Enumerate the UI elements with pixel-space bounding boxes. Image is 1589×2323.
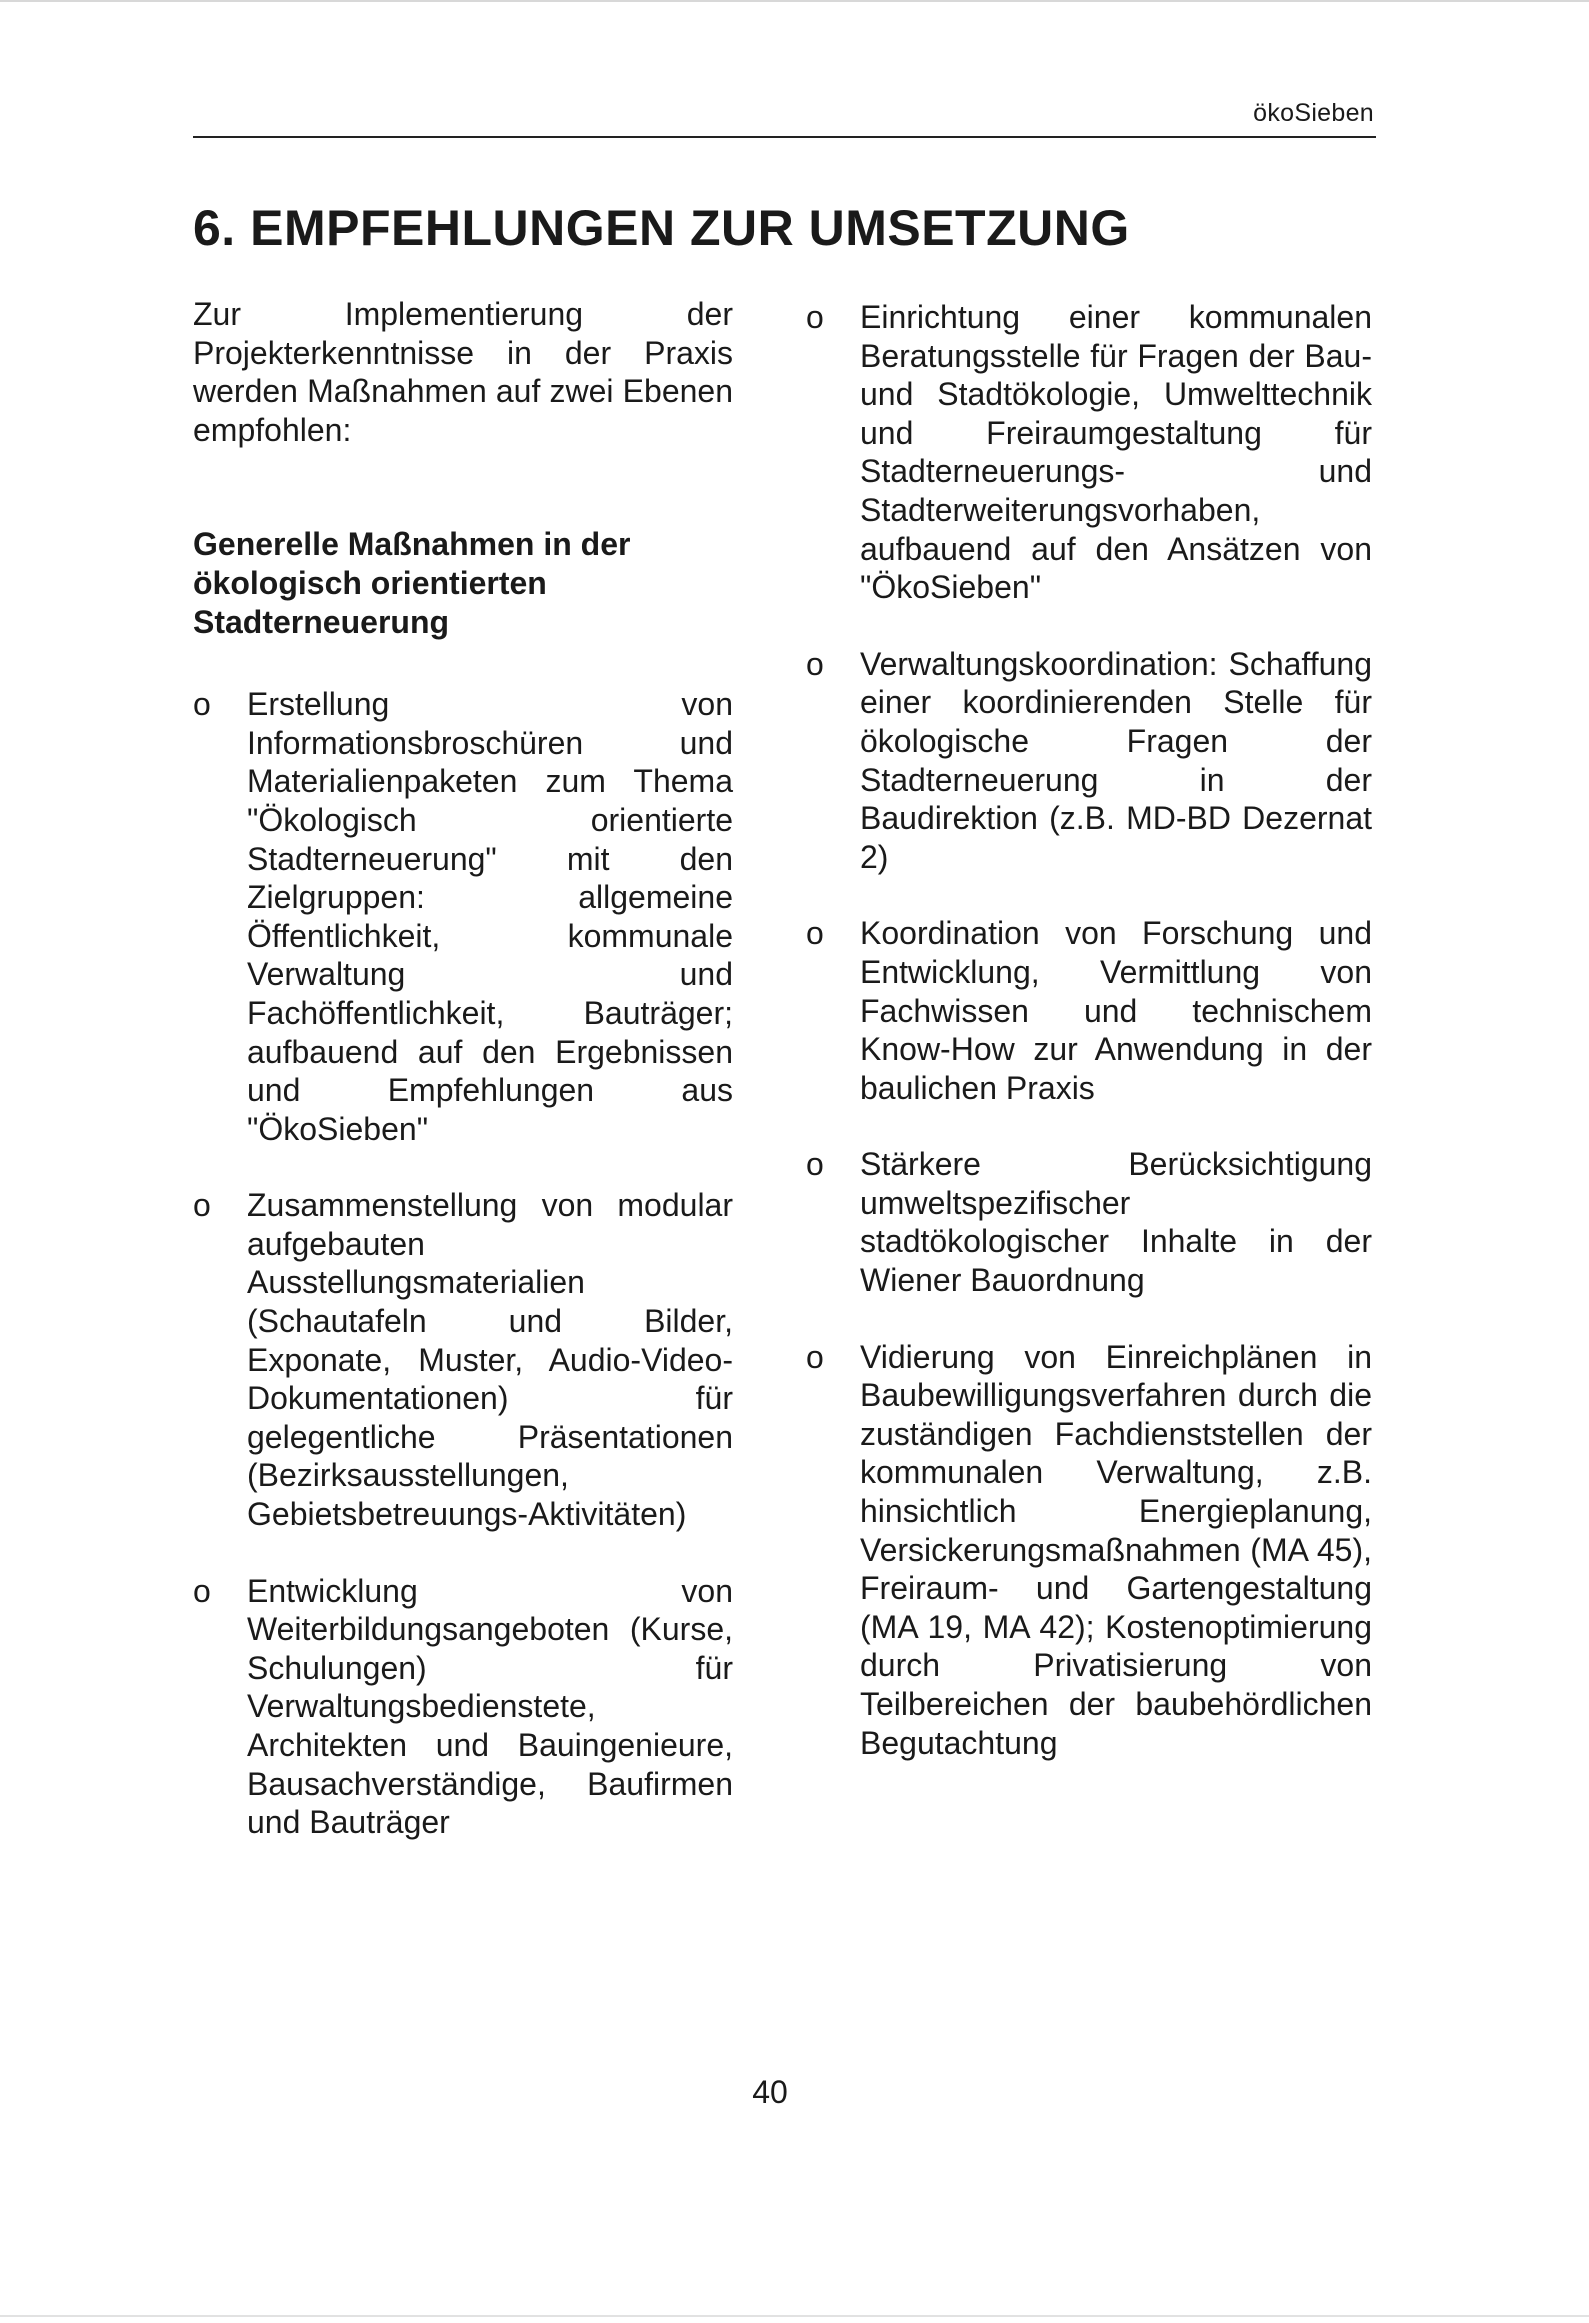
list-item [806, 645, 1372, 877]
bullet-marker: o [193, 1572, 211, 1609]
bullet-marker: o [806, 645, 824, 682]
list-item [193, 685, 733, 1148]
header-rule [193, 136, 1376, 138]
bullet-marker: o [193, 686, 211, 723]
bullet-marker: o [806, 915, 824, 952]
list-item-text: Vidierung von Einreichplänen in Baubewilligungsverfahren durch die zuständigen Fachdienststellen der kommunalen Verwaltung, z.B. hinsichtlich Energieplanung, Versickerungsmaßnahmen (MA 45), Freiraum- und Gartengestaltung (MA 19, MA 42); Kostenoptimierung durch Privatisierung von Teilbereichen der baubehördlichen Begutachtung [860, 1338, 1372, 1761]
bullet-marker: o [806, 299, 824, 335]
list-item [193, 1186, 733, 1533]
list-item [806, 298, 1372, 607]
list-item [806, 1145, 1372, 1299]
scan-edge-bottom [0, 2315, 1589, 2317]
left-column [193, 295, 733, 1880]
list-item-text: Stärkere Berücksichtigung umweltspezifischer stadtökologischer Inhalte in der Wiener Bauordnung [860, 1146, 1372, 1299]
list-item-text: Zusammenstellung von modular aufgebauten Ausstellungsmaterialien (Schautafeln und Bilder, Exponate, Muster, Audio-Video-Dokumentationen) für gelegentliche Präsentationen (Bezirksausstellungen, Gebietsbetreuungs-Aktivitäten) [247, 1187, 733, 1533]
list-item-text: Koordination von Forschung und Entwicklung, Vermittlung von Fachwissen und technischem Know-How zur Anwendung in der baulichen Praxis [860, 915, 1372, 1106]
page-number: 40 [752, 2074, 788, 2110]
list-item-text: Erstellung von Informationsbroschüren und Materialienpaketen zum Thema "Ökologisch orientierte Stadterneuerung" mit den Zielgruppen: allgemeine Öffentlichkeit, kommunale Verwaltung und Fachöffentlichkeit, Bauträger; aufbauend auf den Ergebnissen und Empfehlungen aus "ÖkoSieben" [247, 686, 733, 1147]
chapter-title: 6. EMPFEHLUNGEN ZUR UMSETZUNG [193, 200, 1130, 256]
bullet-marker: o [806, 1338, 824, 1375]
scan-edge-top [0, 0, 1589, 2]
list-item-text: Verwaltungskoordination: Schaffung einer koordinierenden Stelle für ökologische Fragen der Stadterneuerung in der Baudirektion (z.B. MD-BD Dezernat 2) [860, 645, 1372, 875]
bullet-marker: o [806, 1146, 824, 1183]
intro-paragraph: Zur Implementierung der Projekterkenntnisse in der Praxis werden Maßnahmen auf zwei Ebenen empfohlen: [193, 296, 733, 448]
list-item [806, 1338, 1372, 1763]
list-item-text: Einrichtung einer kommunalen Beratungsstelle für Fragen der Bau- und Stadtökologie, Umwelttechnik und Freiraumgestaltung für Stadterneuerungs- und Stadterweiterungsvorhaben, aufbauend auf den Ansätzen von "ÖkoSieben" [860, 299, 1372, 606]
list-item [193, 1572, 733, 1842]
running-header: ökoSieben [1253, 99, 1374, 127]
list-item [806, 914, 1372, 1107]
section-heading: Generelle Maßnahmen in der ökologisch orientierten Stadterneuerung [193, 526, 631, 640]
list-item-text: Entwicklung von Weiterbildungsangeboten (Kurse, Schulungen) für Verwaltungsbedienstete, Architekten und Bauingenieure, Bausachverständige, Baufirmen und Bauträger [247, 1572, 733, 1841]
bullet-marker: o [193, 1187, 211, 1224]
right-column [806, 298, 1372, 1800]
